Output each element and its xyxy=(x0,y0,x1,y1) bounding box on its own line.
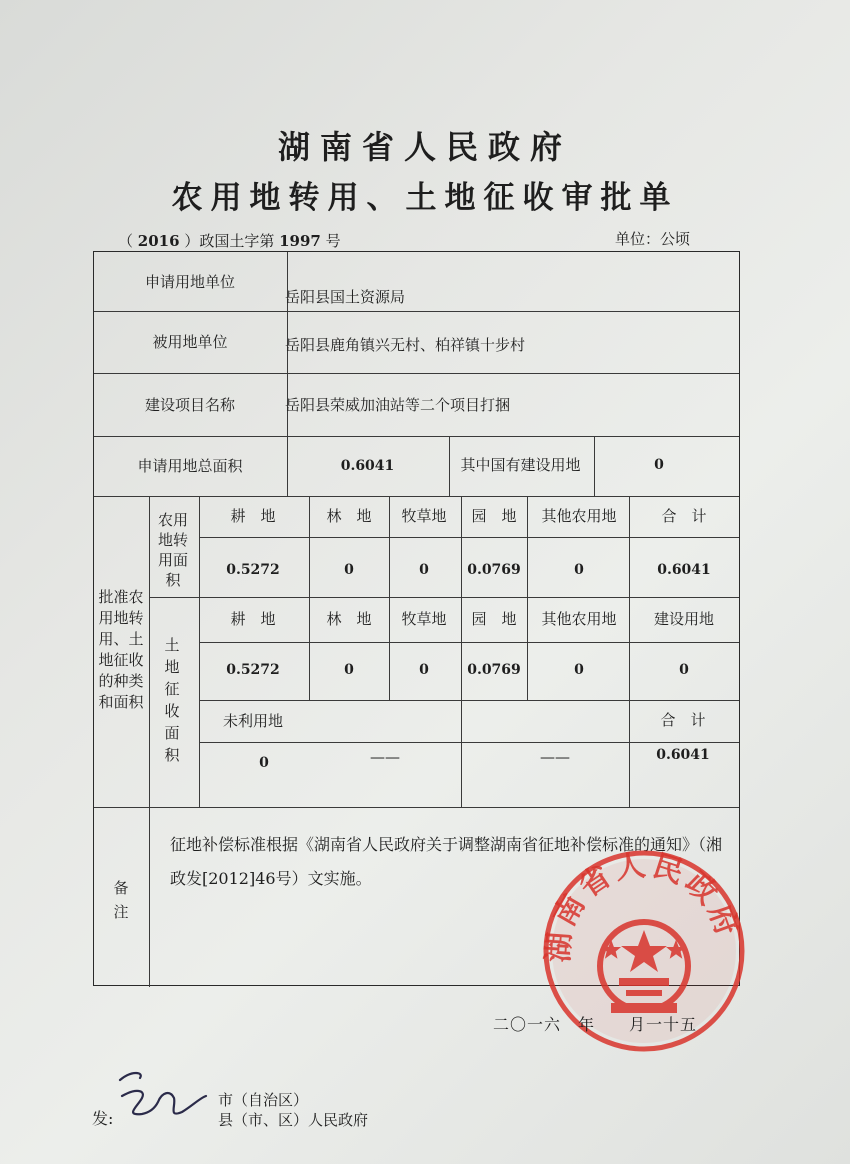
conversion-header-0: 耕 地 xyxy=(230,507,276,525)
dash-2: —— xyxy=(540,748,570,766)
total-area-label: 申请用地总面积 xyxy=(137,457,243,475)
conversion-header-4: 其他农用地 xyxy=(541,507,617,525)
expropriation-value-0: 0.5272 xyxy=(226,661,280,678)
expropriation-value-2: 0 xyxy=(419,661,429,678)
issue-date: 二〇一六 年 月一十五 xyxy=(493,1015,698,1034)
docno-prefix: ）政国土字第 xyxy=(184,232,275,250)
docno-year: 2016 xyxy=(137,232,180,250)
remarks-label xyxy=(95,850,147,950)
expropriation-header-0: 耕 地 xyxy=(230,610,276,628)
conversion-label-text: 农用地转用面积 xyxy=(157,511,188,589)
expropriation-value-1: 0 xyxy=(344,661,354,678)
total-value: 0.6041 xyxy=(656,746,710,763)
expropriation-label xyxy=(152,625,192,775)
land-owner-label: 被用地单位 xyxy=(152,333,228,351)
expropriation-value-4: 0 xyxy=(574,661,584,678)
state-owned-label: 其中国有建设用地 xyxy=(460,456,581,474)
land-owner-value: 岳阳县鹿角镇兴无村、柏祥镇十步村 xyxy=(285,336,526,354)
conversion-header-3: 园 地 xyxy=(471,507,517,525)
approval-label-text: 批准农用地转用、土地征收的种类和面积 xyxy=(98,588,144,711)
docno-number: 1997 xyxy=(279,232,321,250)
applicant-label: 申请用地单位 xyxy=(144,273,235,291)
expropriation-header-3: 园 地 xyxy=(471,610,517,628)
project-label: 建设项目名称 xyxy=(144,396,235,414)
conversion-header-2: 牧草地 xyxy=(401,507,447,525)
total-area-value: 0.6041 xyxy=(340,457,395,474)
unused-land-value: 0 xyxy=(259,754,269,771)
expropriation-header-4: 其他农用地 xyxy=(541,610,617,628)
state-owned-value: 0 xyxy=(654,456,664,473)
conversion-value-3: 0.0769 xyxy=(467,561,521,578)
unit-label: 单位：公顷 xyxy=(615,230,691,248)
conversion-value-4: 0 xyxy=(574,561,584,578)
docno-suffix: 号 xyxy=(325,232,341,250)
handwritten-signature xyxy=(112,1062,212,1132)
total-label: 合 计 xyxy=(660,711,706,729)
expropriation-value-5: 0 xyxy=(679,661,689,678)
issue-label: 发: xyxy=(92,1109,114,1128)
conversion-label xyxy=(149,505,197,595)
document-title: 湖南省人民政府 xyxy=(277,128,572,166)
conversion-value-5: 0.6041 xyxy=(657,561,711,578)
conversion-value-1: 0 xyxy=(344,561,354,578)
issuing-authority-line2: 县（市、区）人民政府 xyxy=(218,1111,369,1129)
issuing-authority-line1: 市（自治区） xyxy=(218,1091,309,1109)
document-subtitle: 农用地转用、土地征收审批单 xyxy=(171,180,679,216)
conversion-header-1: 林 地 xyxy=(326,507,372,525)
conversion-header-5: 合 计 xyxy=(661,507,707,525)
remarks-text: 征地补偿标准根据《湖南省人民政府关于调整湖南省征地补偿标准的通知》（湘政发[2012]46号）文实施。 xyxy=(170,835,723,888)
expropriation-label-text: 土地征收面积 xyxy=(164,636,180,764)
unused-land-label: 未利用地 xyxy=(222,712,283,730)
conversion-value-2: 0 xyxy=(419,561,429,578)
expropriation-header-5: 建设用地 xyxy=(653,610,714,628)
approval-label xyxy=(95,540,147,760)
dash-1: —— xyxy=(370,748,400,766)
expropriation-header-2: 牧草地 xyxy=(401,610,447,628)
expropriation-value-3: 0.0769 xyxy=(467,661,521,678)
document-number xyxy=(118,230,341,251)
expropriation-header-1: 林 地 xyxy=(326,610,372,628)
project-value: 岳阳县荣威加油站等二个项目打捆 xyxy=(285,396,511,414)
issuing-authority xyxy=(218,1090,368,1130)
conversion-value-0: 0.5272 xyxy=(226,561,280,578)
svg-text:湖南省人民政府: 湖南省人民政府 xyxy=(541,848,746,964)
remarks-label-text: 备 注 xyxy=(113,879,144,921)
applicant-value: 岳阳县国土资源局 xyxy=(285,288,406,306)
docno-open: （ xyxy=(118,232,134,250)
